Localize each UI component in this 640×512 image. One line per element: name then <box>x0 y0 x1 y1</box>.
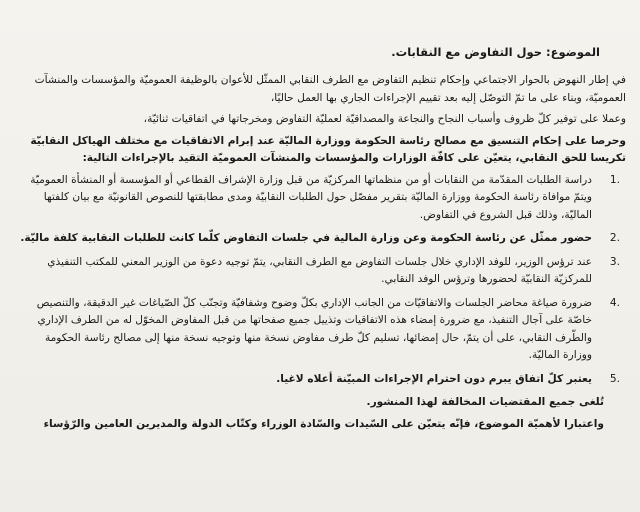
item-text: دراسة الطلبات المقدّمة من النقابات أو من منظماتها المركزيّة من قبل وزارة الإشراف القطاعي أو المؤسسة أو المنشأة العموميّة ويتمّ موافاة رئاسة الحكومة ووزارة الماليّة بتقرير مفصّل حول الطلبات النقابيّة ومدى مطابقتها للنصوص القانونيّة مع بيان كلفتها الماليّة، وذلك قبل الشروع في التفاوض. <box>30 173 592 221</box>
item-text: حضور ممثّل عن رئاسة الحكومة وعن وزارة المالية في جلسات التفاوض كلّما كانت للطلبات النقابية كلفة ماليّة. <box>20 232 592 244</box>
intro-paragraph-2: وعملا على توفير كلّ ظروف وأسباب النجاح والنجاعة والمصداقيّة لعمليّة التفاوض ومخرجاتها في اتفاقيات ثنائيّة، <box>143 113 626 125</box>
list-item <box>18 254 626 289</box>
item-number: 3. <box>609 255 620 268</box>
item-number: 5. <box>609 372 620 385</box>
list-item <box>18 172 626 225</box>
list-item <box>18 295 626 365</box>
list-item <box>18 230 626 248</box>
subject-line: الموضوع: حول التفاوض مع النقابات. <box>391 45 600 59</box>
intro-paragraph-3: وحرصا على إحكام التنسيق مع مصالح رئاسة الحكومة ووزارة الماليّة عند إبرام الاتفاقيات مع مختلف الهياكل النقابيّة تكريسا للحق النقابي، يتعيّن على كافّة الوزارات والمؤسسات والمنشآت العموميّة التقيد بالإجراءات التالية: <box>30 134 626 164</box>
list-item <box>18 371 626 389</box>
intro-paragraph-1: في إطار النهوض بالحوار الاجتماعي وإحكام تنظيم التفاوض مع الطرف النقابي الممثّل للأعوان بالوظيفة العموميّة والمؤسسات والمنشآت العموميّة، وبناء على ما تمّ التوصّل إليه بعد تقييم الإجراءات الجاري بها العمل حاليًا، <box>34 74 626 104</box>
closing-paragraph: واعتبارا لأهميّة الموضوع، فإنّه يتعيّن على السّيدات والسّادة الوزراء وكتّاب الدولة والمديرين العامين والرّؤساء <box>43 417 604 430</box>
item-text: عند ترؤس الوزير، للوفد الإداري خلال جلسات التفاوض مع الطرف النقابي، يتمّ توجيه دعوة من الوزير المعني للمكتب التنفيذي للمركزيّة النقابيّة لحضورها وترؤس الوفد النقابي. <box>47 255 592 285</box>
item-number: 4. <box>609 296 620 309</box>
item-number: 1. <box>609 173 620 186</box>
procedures-list <box>18 172 626 389</box>
document-body <box>18 72 626 437</box>
item-text: يعتبر كلّ اتفاق يبرم دون احترام الإجراءات المبيّنة أعلاه لاغيا. <box>276 372 592 385</box>
cancel-line: تُلغى جميع المقتضيات المخالفة لهذا المنشور. <box>366 396 604 408</box>
item-number: 2. <box>609 232 620 244</box>
item-text: ضرورة صياغة محاضر الجلسات والاتفاقيّات من الجانب الإداري بكلّ وضوح وشفافيّة وتجنّب كلّ الصّياغات غير الدقيقة، والتنصيص خاصّة على آجال التنفيذ، مع ضرورة إمضاء هذه الاتفاقيات وتذييل جميع صفحاتها من قبل المفاوض المخوّل له من الطرف الإداري والطّرف النقابي، على أن يتمّ، حال إمضائها، تسليم كلّ طرف مفاوض نسخة منها وتوجيه نسخة منها إلى مصالح رئاسة الحكومة ووزارة الماليّة. <box>36 296 592 361</box>
